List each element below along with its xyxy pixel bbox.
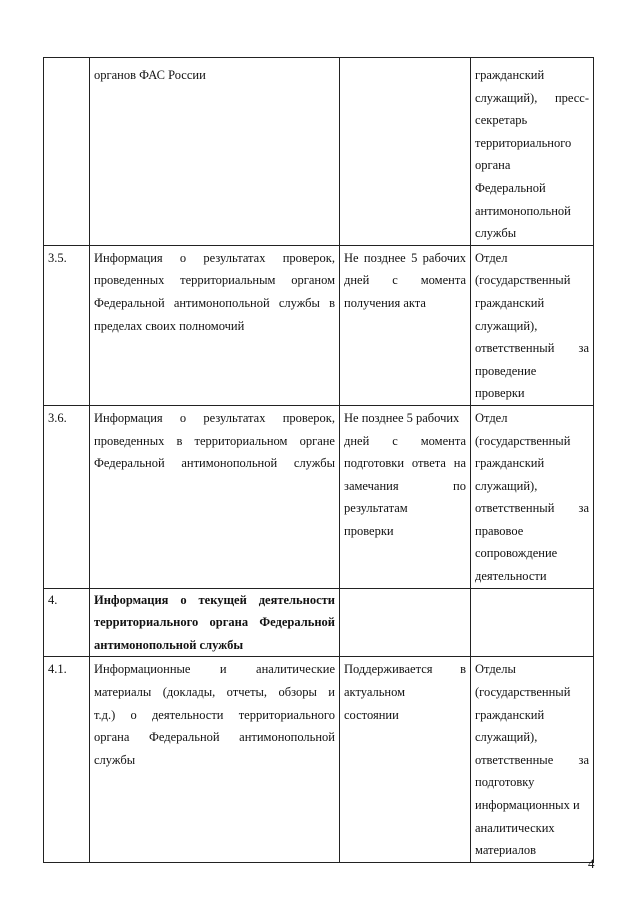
resp-line: гражданский [475, 707, 545, 722]
resp-line: гражданский [475, 68, 545, 82]
resp-line: деятельности [475, 569, 547, 584]
responsible-cell [471, 405, 594, 588]
info-line: Информация о результатах проверок, [94, 250, 335, 265]
info-line: Федеральной антимонопольной службы [94, 456, 335, 471]
term-line: дней с момента [344, 273, 466, 288]
resp-line: антимонопольной [475, 203, 571, 218]
information-cell [90, 245, 340, 405]
table-row [44, 58, 594, 246]
row-number: 3.5. [48, 250, 67, 265]
resp-line: (государственный [475, 433, 571, 448]
info-line: пределах своих полномочий [94, 318, 245, 333]
resp-line: ответственные за [475, 752, 589, 767]
info-line: территориального органа Федеральной [94, 615, 335, 630]
resp-line: Отдел [475, 410, 508, 425]
resp-line: органа [475, 158, 511, 173]
resp-line: служащий), [475, 478, 538, 493]
responsible-cell [471, 588, 594, 657]
info-line: проведенных в территориальном органе [94, 433, 335, 448]
resp-line: секретарь [475, 113, 528, 128]
row-number-cell [44, 588, 90, 657]
resp-line: правовое [475, 523, 524, 538]
resp-line: Федеральной [475, 180, 546, 195]
resp-line: служащий), [475, 318, 538, 333]
resp-line: проверки [475, 386, 525, 401]
table-row [44, 405, 594, 588]
resp-line: (государственный [475, 685, 571, 700]
resp-line: Отделы [475, 662, 516, 677]
resp-line: материалов [475, 843, 537, 858]
responsible-cell [471, 245, 594, 405]
resp-line: Отдел [475, 250, 508, 265]
table-row [44, 657, 594, 862]
info-line: Информация о текущей деятельности [94, 592, 335, 607]
resp-line: (государственный [475, 273, 571, 288]
resp-line: аналитических [475, 820, 555, 835]
info-line: органа Федеральной антимонопольной [94, 730, 335, 745]
term-line: замечания по [344, 478, 466, 493]
resp-line: территориального [475, 135, 572, 150]
resp-line: ответственный за [475, 341, 589, 356]
table-row [44, 245, 594, 405]
term-line: дней с момента [344, 433, 466, 448]
resp-line: служащий), пресс- [475, 90, 589, 105]
row-number-cell [44, 245, 90, 405]
row-number-cell [44, 657, 90, 862]
resp-line: проведение [475, 363, 537, 378]
info-line: т.д.) о деятельности территориального [94, 707, 335, 722]
info-line: службы [94, 752, 136, 767]
deadline-cell [340, 657, 471, 862]
info-line: материалы (доклады, отчеты, обзоры и [94, 685, 335, 700]
resp-line: подготовку [475, 775, 535, 790]
row-number: 4.1. [48, 662, 67, 677]
deadline-cell [340, 245, 471, 405]
term-line: получения акта [344, 295, 426, 310]
deadline-cell [340, 405, 471, 588]
info-line: антимонопольной службы [94, 637, 244, 652]
info-line: Информация о результатах проверок, [94, 410, 335, 425]
information-cell [90, 588, 340, 657]
resp-line: службы [475, 226, 517, 241]
term-line: результатам [344, 501, 408, 516]
resp-line: ответственный за [475, 501, 589, 516]
responsible-cell [471, 657, 594, 862]
table-row [44, 588, 594, 657]
info-line: органов ФАС России [94, 68, 206, 82]
responsible-cell [471, 58, 594, 246]
information-cell [90, 657, 340, 862]
term-line: актуальном [344, 685, 406, 700]
row-number-cell [44, 58, 90, 246]
term-line: состоянии [344, 707, 399, 722]
term-line: Не позднее 5 рабочих [344, 410, 460, 425]
information-cell [90, 405, 340, 588]
information-cell [90, 58, 340, 246]
resp-line: гражданский [475, 295, 545, 310]
row-number-cell [44, 405, 90, 588]
term-line: Не позднее 5 рабочих [344, 250, 466, 265]
info-line: проведенных территориальным органом [94, 273, 335, 288]
row-number: 4. [48, 592, 58, 607]
information-table [43, 57, 594, 863]
info-line: Федеральной антимонопольной службы в [94, 295, 335, 310]
resp-line: информационных и [475, 798, 580, 812]
term-line: подготовки ответа на [344, 456, 466, 471]
resp-line: служащий), [475, 730, 538, 745]
resp-line: гражданский [475, 456, 545, 471]
deadline-cell [340, 588, 471, 657]
term-line: Поддерживается в [344, 662, 466, 677]
page-number: 4 [588, 856, 595, 871]
term-line: проверки [344, 523, 394, 538]
resp-line: сопровождение [475, 546, 558, 561]
deadline-cell [340, 58, 471, 246]
row-number: 3.6. [48, 410, 67, 425]
info-line: Информационные и аналитические [94, 662, 335, 677]
